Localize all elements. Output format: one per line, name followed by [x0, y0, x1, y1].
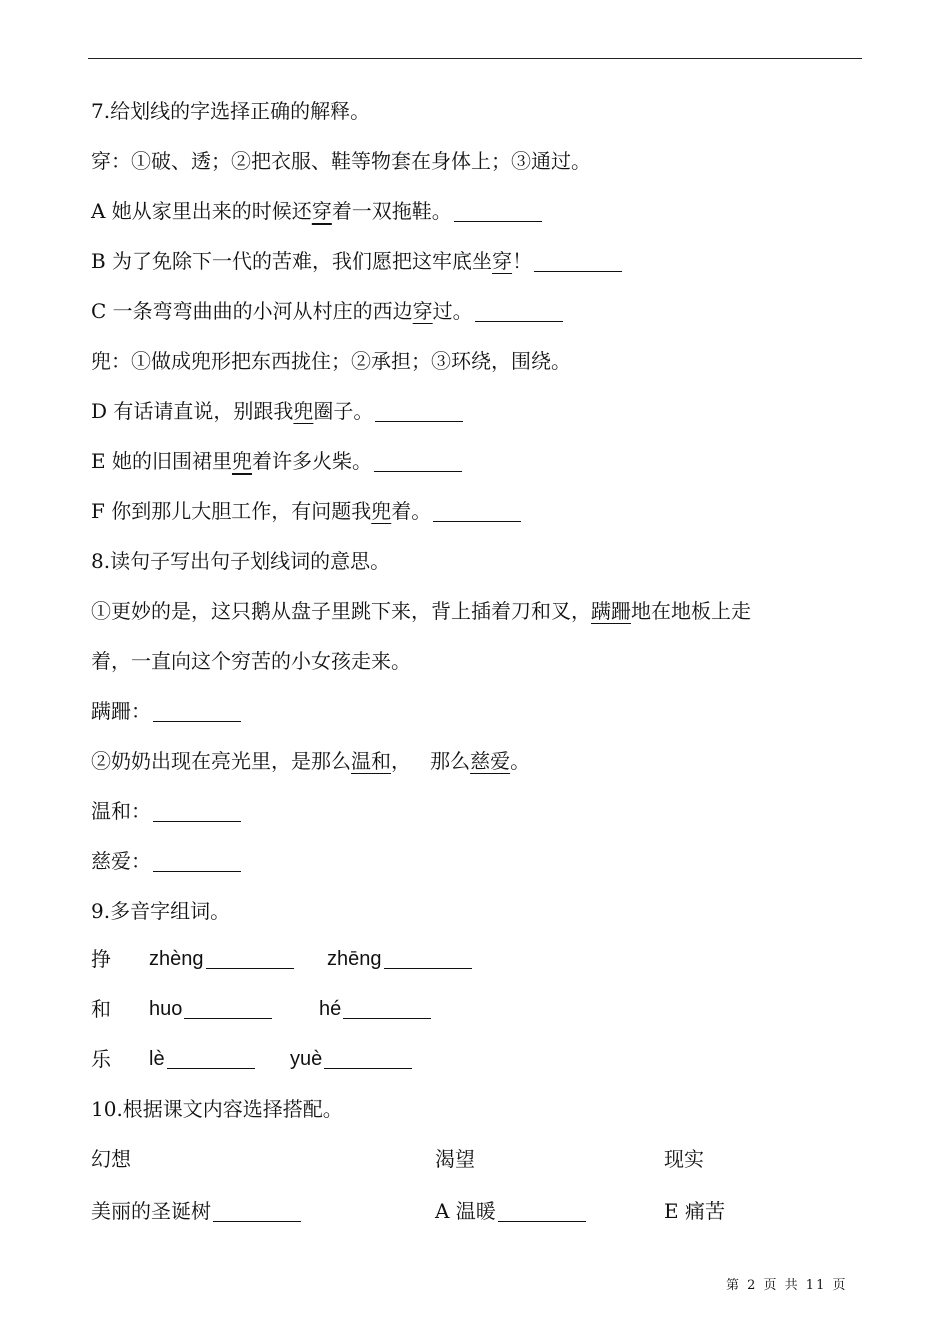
answer-blank[interactable] — [374, 451, 462, 472]
underlined-word: 蹒跚 — [591, 599, 631, 623]
answer-blank[interactable] — [475, 301, 563, 322]
answer-blank[interactable] — [534, 251, 622, 272]
polyphone-char: 挣 — [91, 947, 111, 971]
answer-blank[interactable] — [498, 1201, 586, 1222]
q7-item-b: B 为了免除下一代的苦难，我们愿把这牢底坐穿！ — [91, 246, 622, 276]
answer-blank[interactable] — [343, 998, 431, 1019]
answer-blank[interactable] — [454, 201, 542, 222]
underlined-char: 穿 — [311, 199, 332, 223]
answer-blank[interactable] — [153, 801, 241, 822]
q10-row: 美丽的圣诞树 A 温暖 E 痛苦 — [91, 1199, 725, 1223]
q9-row — [91, 944, 491, 974]
underlined-word: 温和 — [351, 749, 391, 773]
answer-blank[interactable] — [324, 1048, 412, 1069]
pinyin: lè — [149, 1048, 165, 1070]
q7-chuan-definitions: 穿：①破、透；②把衣服、鞋等物套在身体上；③通过。 — [91, 149, 591, 173]
pinyin: hé — [319, 998, 342, 1020]
answer-blank[interactable] — [153, 851, 241, 872]
underlined-char: 穿 — [412, 299, 433, 323]
q7-title: 7.给划线的字选择正确的解释。 — [91, 99, 371, 123]
q10-header-row — [91, 1144, 791, 1174]
q8-sentence-1-cont: 着，一直向这个穷苦的小女孩走来。 — [91, 649, 411, 673]
answer-blank[interactable] — [153, 701, 241, 722]
pinyin: zhèng — [149, 948, 204, 970]
column-header-reality: 现实 — [664, 1147, 704, 1171]
q8-sentence-1: ①更妙的是，这只鹅从盘子里跳下来，背上插着刀和叉，蹒跚地在地板上走 — [91, 596, 751, 626]
q7-item-d: D 有话请直说，别跟我兜圈子。 — [91, 396, 463, 426]
answer-blank[interactable] — [167, 1048, 255, 1069]
answer-blank[interactable] — [184, 998, 272, 1019]
q7-item-a: A 她从家里出来的时候还穿着一双拖鞋。 — [91, 196, 542, 226]
pinyin: yuè — [290, 1048, 323, 1070]
underlined-char: 兜 — [371, 499, 392, 523]
pinyin: huo — [149, 998, 183, 1020]
header-rule — [88, 58, 862, 59]
q8-word-3: 慈爱： — [91, 846, 241, 876]
q8-word-1: 蹒跚： — [91, 696, 241, 726]
column-header-fantasy: 幻想 — [91, 1147, 131, 1171]
answer-blank[interactable] — [206, 948, 294, 969]
q9-title: 9.多音字组词。 — [91, 899, 231, 923]
q7-item-c: C 一条弯弯曲曲的小河从村庄的西边穿过。 — [91, 296, 563, 326]
q9-row — [91, 1044, 491, 1074]
page-footer: 第 2 页 共 11 页 — [726, 1278, 848, 1293]
polyphone-char: 和 — [91, 997, 111, 1021]
q7-item-f: F 你到那儿大胆工作，有问题我兜着。 — [91, 496, 521, 526]
answer-blank[interactable] — [384, 948, 472, 969]
q8-sentence-2: ②奶奶出现在亮光里，是那么温和， 那么慈爱。 — [91, 746, 530, 776]
underlined-char: 兜 — [231, 449, 252, 473]
polyphone-char: 乐 — [91, 1047, 111, 1071]
q10-title: 10.根据课文内容选择搭配。 — [91, 1097, 343, 1121]
column-header-longing: 渴望 — [435, 1147, 475, 1171]
q8-word-2: 温和： — [91, 796, 241, 826]
underlined-char: 穿 — [492, 249, 513, 273]
answer-blank[interactable] — [213, 1201, 301, 1222]
q7-item-e: E 她的旧围裙里兜着许多火柴。 — [91, 446, 462, 476]
answer-blank[interactable] — [433, 501, 521, 522]
q8-title: 8.读句子写出句子划线词的意思。 — [91, 549, 391, 573]
pinyin: zhēng — [327, 948, 382, 970]
answer-blank[interactable] — [375, 401, 463, 422]
underlined-char: 兜 — [293, 399, 314, 423]
underlined-word: 慈爱 — [470, 749, 511, 773]
q7-dou-definitions: 兜：①做成兜形把东西拢住；②承担；③环绕，围绕。 — [91, 349, 571, 373]
q9-row — [91, 994, 491, 1024]
